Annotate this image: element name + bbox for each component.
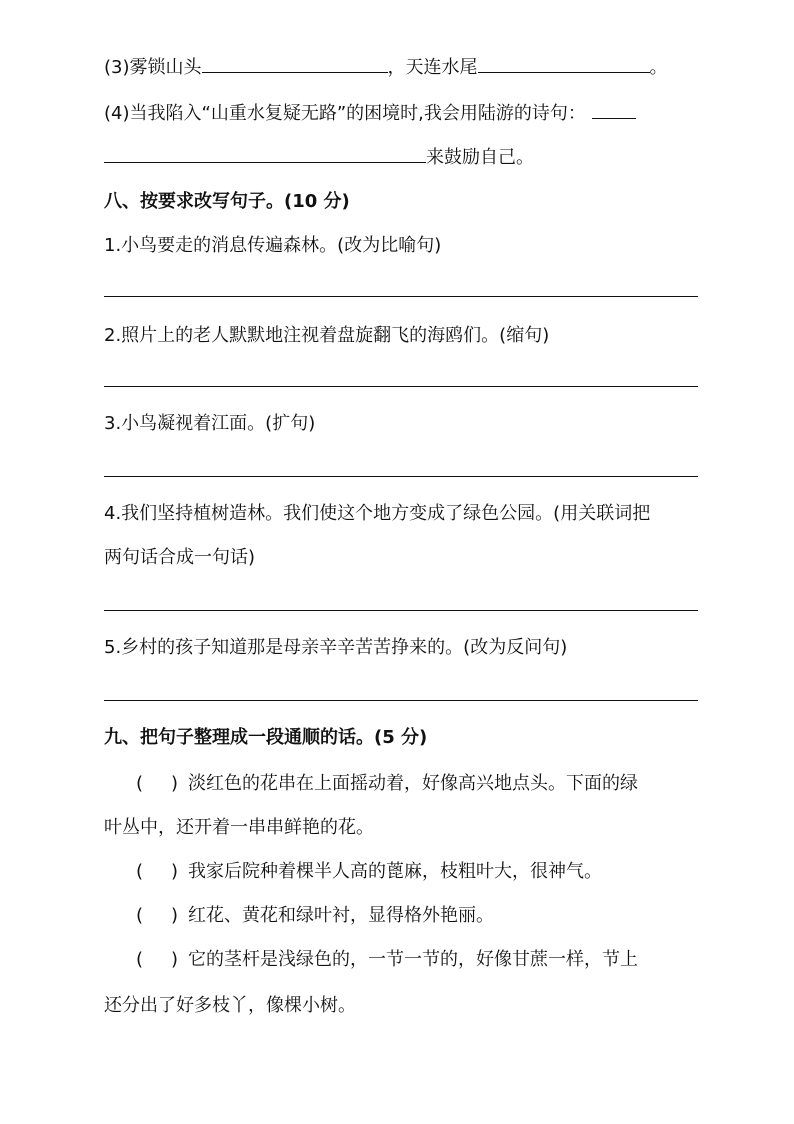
s9-order-1[interactable]: ( ) (136, 773, 179, 794)
s8-answer-line-2[interactable] (104, 386, 698, 387)
s8-item-5: 5.乡村的孩子知道那是母亲辛辛苦苦挣来的。(改为反问句) (104, 637, 568, 658)
q4-line-2 (104, 142, 534, 172)
s9-sentence-4b: 还分出了好多枝丫，像棵小树。 (104, 995, 356, 1016)
s8-item-1: 1.小鸟要走的消息传遍森林。(改为比喻句) (104, 235, 442, 256)
s8-answer-line-1[interactable] (104, 296, 698, 297)
q4-blank-1[interactable] (592, 98, 636, 119)
s9-order-2[interactable]: ( ) (136, 861, 179, 882)
s9-order-3[interactable]: ( ) (136, 905, 179, 926)
s9-order-4[interactable]: ( ) (136, 949, 179, 970)
s8-answer-line-5[interactable] (104, 700, 698, 701)
q3-blank-2[interactable] (478, 52, 650, 73)
section9-title: 九、把句子整理成一段通顺的话。(5 分) (104, 727, 428, 748)
s9-sentence-2: ( ) 我家后院种着棵半人高的蓖麻，枝粗叶大，很神气。 (136, 858, 602, 886)
s8-item-4b: 两句话合成一句话) (104, 547, 256, 568)
s8-answer-line-3[interactable] (104, 476, 698, 477)
q3-blank-1[interactable] (202, 52, 388, 73)
s8-item-2: 2.照片上的老人默默地注视着盘旋翻飞的海鸥们。(缩句) (104, 325, 550, 346)
s8-item-3: 3.小鸟凝视着江面。(扩句) (104, 413, 316, 434)
q3-prefix: (3)雾锁山头 (104, 57, 202, 78)
section8-title: 八、按要求改写句子。(10 分) (104, 191, 350, 212)
s8-answer-line-4[interactable] (104, 610, 698, 611)
q4-blank-2[interactable] (104, 142, 426, 163)
q4-line-1 (104, 98, 636, 128)
s8-item-4a: 4.我们坚持植树造林。我们使这个地方变成了绿色公园。(用关联词把 (104, 503, 651, 524)
q4-text: (4)当我陷入“山重水复疑无路”的困境时,我会用陆游的诗句： (104, 103, 586, 124)
s9-sentence-4a: ( ) 它的茎杆是浅绿色的，一节一节的，好像甘蔗一样，节上 (136, 946, 638, 974)
q3-middle: ，天连水尾 (387, 57, 478, 78)
q4-suffix: 来鼓励自己。 (426, 147, 534, 168)
q3-line (104, 52, 668, 82)
s9-sentence-1b: 叶丛中，还开着一串串鲜艳的花。 (104, 817, 374, 838)
s9-sentence-1a: ( ) 淡红色的花串在上面摇动着，好像高兴地点头。下面的绿 (136, 770, 638, 798)
q3-suffix: 。 (649, 57, 668, 78)
s9-sentence-3: ( ) 红花、黄花和绿叶衬，显得格外艳丽。 (136, 902, 494, 930)
